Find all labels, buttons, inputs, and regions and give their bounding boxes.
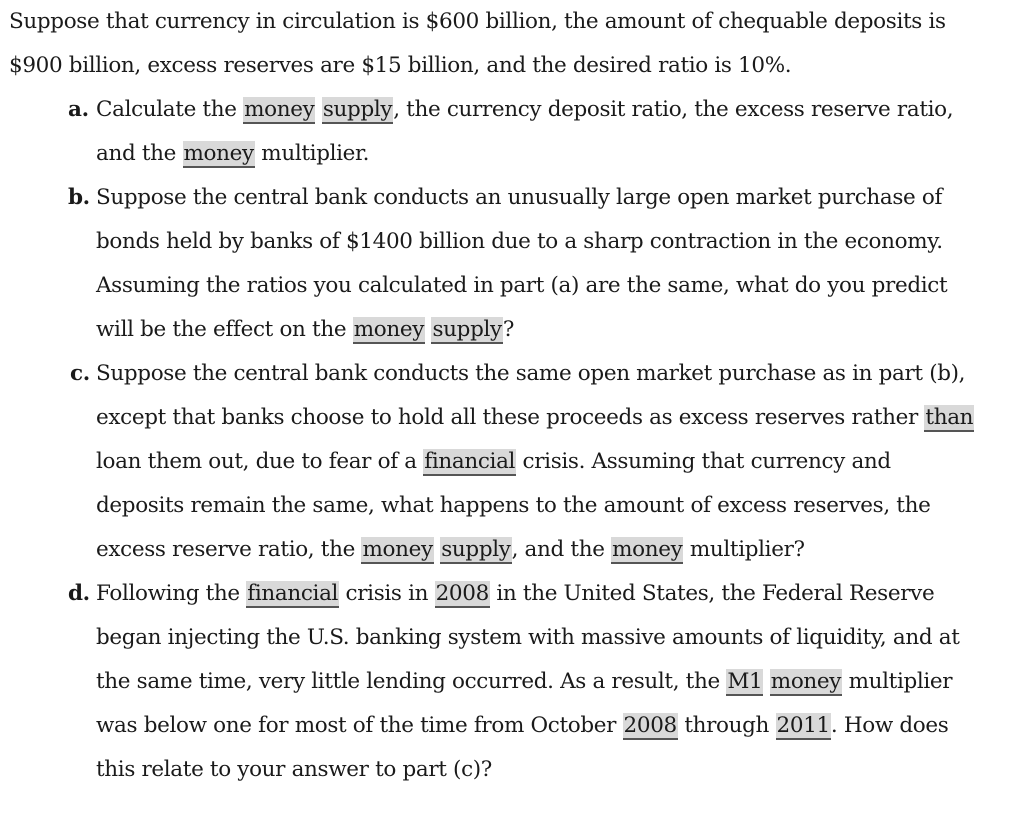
part-b-text-3: Assuming the ratios you calculated in part (a) are the same, what do you predict (96, 273, 948, 298)
part-b-text-2: bonds held by banks of $1400 billion due to a sharp contraction in the economy. (96, 229, 943, 254)
highlight-2008[interactable]: 2008 (435, 581, 489, 606)
part-a-line-2 (0, 132, 1024, 176)
part-b-line-3 (0, 264, 1024, 308)
highlight-money[interactable]: money (183, 141, 254, 166)
part-c-text-3: loan them out, due to fear of a financial crisis. Assuming that currency and (96, 449, 891, 474)
part-d-text-2: began injecting the U.S. banking system with massive amounts of liquidity, and at (96, 625, 960, 650)
part-b-line-1 (0, 176, 1024, 220)
part-d-line-1 (0, 572, 1024, 616)
part-c-text-1: Suppose the central bank conducts the same open market purchase as in part (b), (96, 361, 966, 386)
highlight-2011[interactable]: 2011 (776, 713, 830, 738)
part-c-line-4 (0, 484, 1024, 528)
intro-line-1: Suppose that currency in circulation is $600 billion, the amount of chequable deposits is (9, 9, 946, 34)
highlight-2008[interactable]: 2008 (623, 713, 677, 738)
part-b-text-4: will be the effect on the money supply? (96, 317, 515, 342)
highlight-supply[interactable]: supply (441, 537, 511, 562)
part-c-text-5: excess reserve ratio, the money supply, and the money multiplier? (96, 537, 805, 562)
part-b-line-2 (0, 220, 1024, 264)
highlight-supply[interactable]: supply (432, 317, 502, 342)
part-c-line-2 (0, 396, 1024, 440)
part-d-line-5 (0, 748, 1024, 792)
part-c-line-3 (0, 440, 1024, 484)
highlight-money[interactable]: money (770, 669, 842, 694)
highlight-than[interactable]: than (925, 405, 974, 430)
part-a-label: a. (68, 97, 89, 122)
part-b-text-1: Suppose the central bank conducts an unusually large open market purchase of (96, 185, 943, 210)
part-d-label: d. (68, 581, 90, 606)
part-d-line-4 (0, 704, 1024, 748)
highlight-money[interactable]: money (353, 317, 424, 342)
part-b-label: b. (68, 185, 90, 210)
part-d-text-3: the same time, very little lending occurred. As a result, the M1 money multiplier (96, 669, 953, 694)
highlight-money[interactable]: money (362, 537, 433, 562)
part-d-line-2 (0, 616, 1024, 660)
highlight-financial[interactable]: financial (424, 449, 516, 474)
part-d-text-1: Following the financial crisis in 2008 in the United States, the Federal Reserve (96, 581, 935, 606)
part-c-line-5 (0, 528, 1024, 572)
highlight-financial[interactable]: financial (247, 581, 339, 606)
part-d-line-3 (0, 660, 1024, 704)
part-a-line-1 (0, 88, 1024, 132)
part-c-label: c. (70, 361, 90, 386)
part-b-line-4 (0, 308, 1024, 352)
highlight-supply[interactable]: supply (322, 97, 393, 122)
intro-line-2: $900 billion, excess reserves are $15 billion, and the desired ratio is 10%. (9, 53, 792, 78)
part-a-text-1: Calculate the money supply, the currency deposit ratio, the excess reserve ratio, (96, 97, 954, 122)
part-d-text-4: was below one for most of the time from October 2008 through 2011. How does (96, 713, 949, 738)
part-d-text-5: this relate to your answer to part (c)? (96, 757, 492, 782)
part-c-line-1 (0, 352, 1024, 396)
highlight-money[interactable]: money (244, 97, 315, 122)
highlight-money[interactable]: money (612, 537, 683, 562)
part-c-text-2: except that banks choose to hold all these proceeds as excess reserves rather than (96, 405, 974, 430)
part-c-text-4: deposits remain the same, what happens to the amount of excess reserves, the (96, 493, 931, 518)
highlight-m1[interactable]: M1 (727, 669, 763, 694)
part-a-text-2: and the money multiplier. (96, 141, 370, 166)
